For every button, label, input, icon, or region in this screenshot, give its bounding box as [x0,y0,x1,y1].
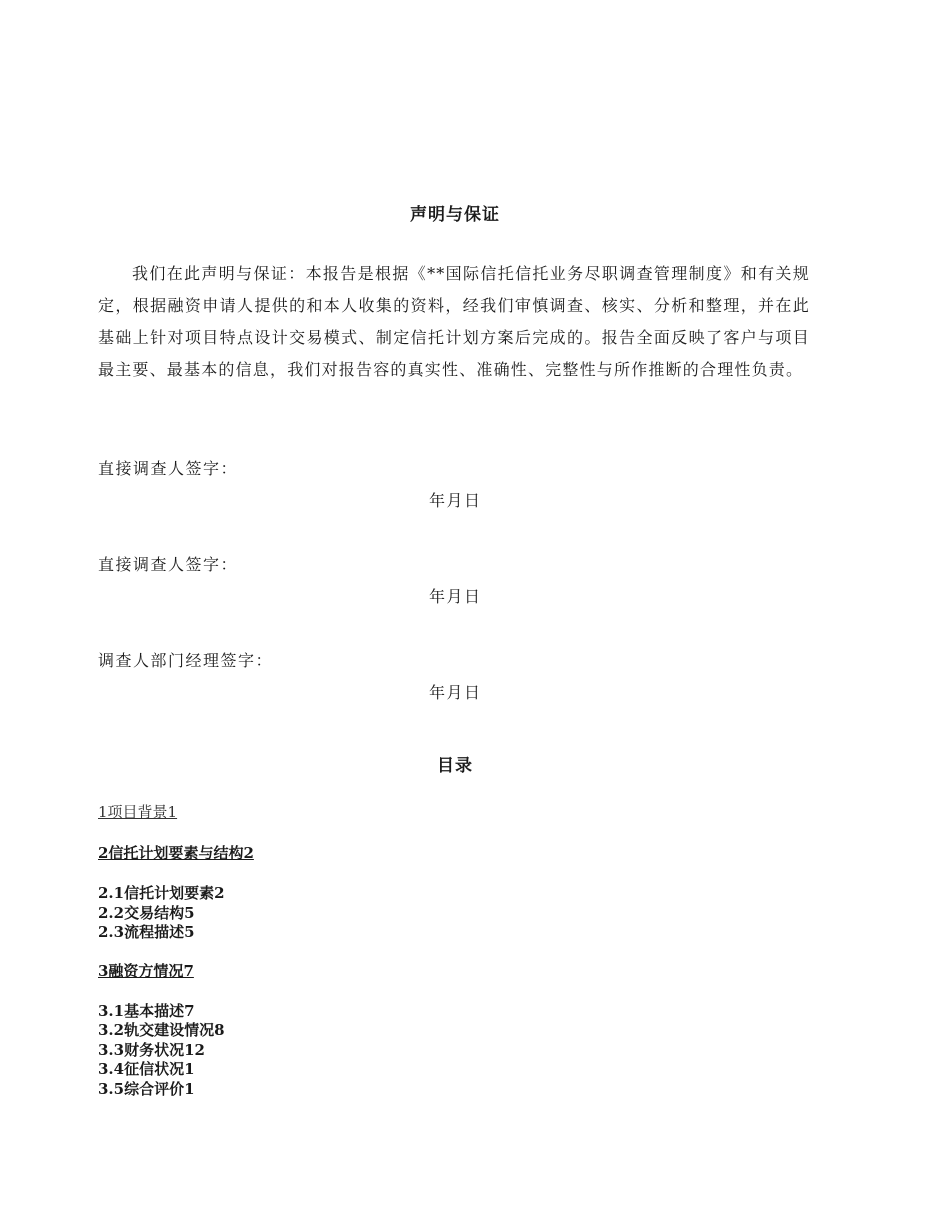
toc-title: 目录 [437,756,473,776]
toc-entry-3-3[interactable]: 3.3财务状况12 [98,1041,205,1059]
toc-entry-3-2[interactable]: 3.2轨交建设情况8 [98,1021,225,1039]
toc-entry-2-3[interactable]: 2.3流程描述5 [98,923,195,941]
declaration-title: 声明与保证 [410,205,500,225]
declaration-body: 我们在此声明与保证：本报告是根据《**国际信托信托业务尽职调查管理制度》和有关规定，根据融资申请人提供的和本人收集的资料，经我们审慎调查、核实、分析和整理，并在此基础上针对项目特点设计交易模式、制定信托计划方案后完成的。报告全面反映了客户与项目最主要、最基本的信息，我们对报告容的真实性、准确性、完整性与所作推断的合理性负责。 [98,264,810,379]
toc-entry-3-5[interactable]: 3.5综合评价1 [98,1080,195,1098]
toc-entry-3[interactable]: 3融资方情况7 [98,962,194,980]
toc-entry-2-2[interactable]: 2.2交易结构5 [98,904,195,922]
signature-label-manager: 调查人部门经理签字： [98,651,274,670]
toc-entry-3-4[interactable]: 3.4征信状况1 [98,1060,195,1078]
toc-entry-2-1[interactable]: 2.1信托计划要素2 [98,884,225,902]
toc-entry-1[interactable]: 1项目背景1 [98,803,178,821]
signature-date-2: 年月日 [429,587,482,606]
signature-label-investigator-2: 直接调查人签字： [98,555,239,574]
signature-label-investigator-1: 直接调查人签字： [98,459,239,478]
signature-date-1: 年月日 [429,491,482,510]
toc-entry-3-1[interactable]: 3.1基本描述7 [98,1002,195,1020]
toc-entry-2[interactable]: 2信托计划要素与结构2 [98,844,254,862]
signature-date-3: 年月日 [429,683,482,702]
